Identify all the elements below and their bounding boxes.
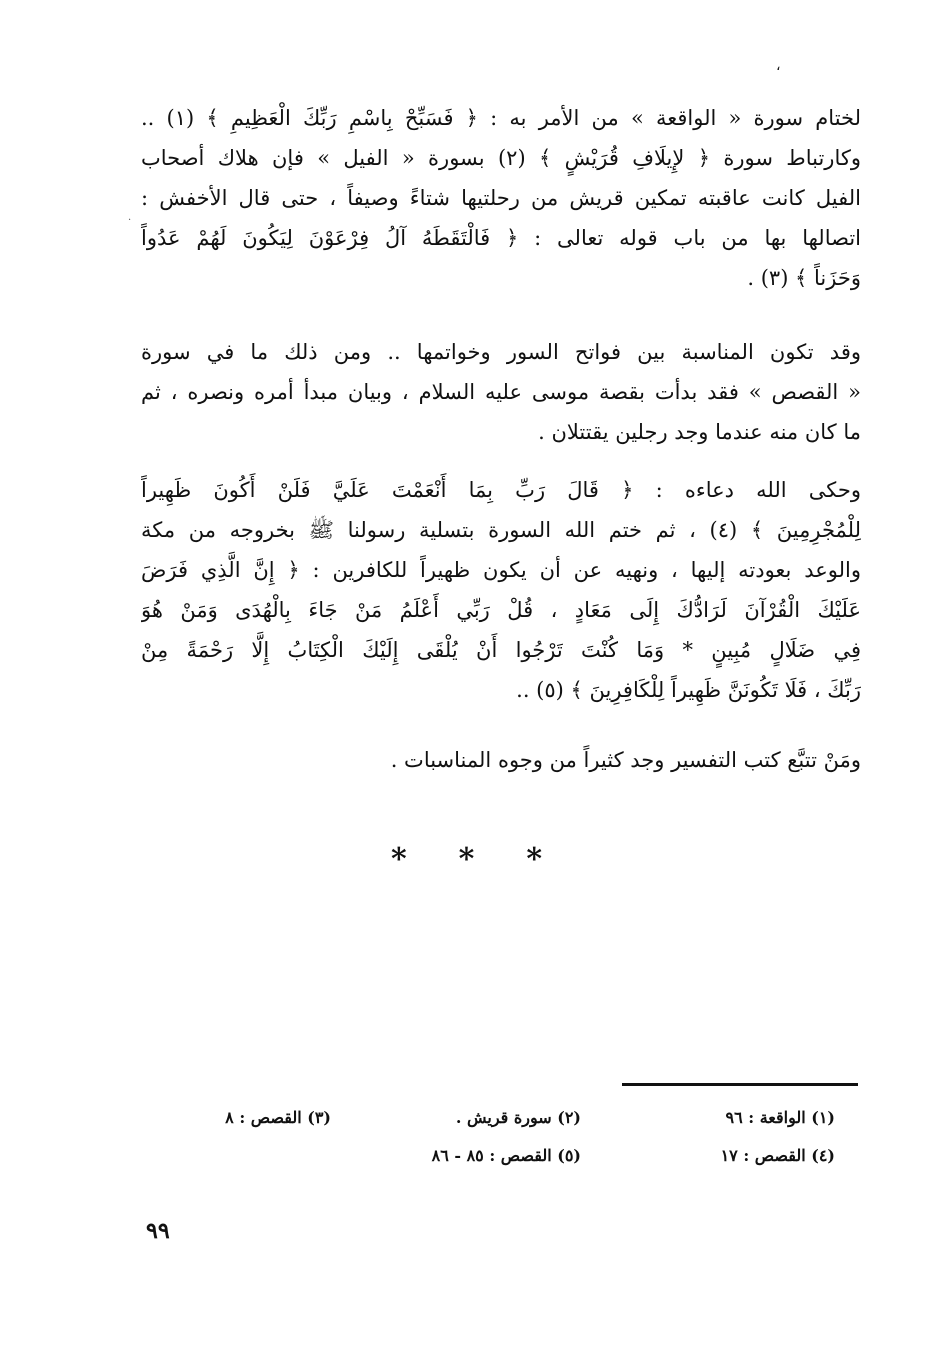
separator-star: * — [390, 842, 407, 877]
top-mark: ، — [776, 58, 781, 74]
text-line: وحكى الله دعاءه : ﴿ قَالَ رَبِّ بِمَا أَنْعَمْتَ عَلَيَّ فَلَنْ أَكُونَ ظَهِيراً — [141, 478, 861, 502]
paragraph-4 — [141, 742, 861, 778]
text-line: الفيل كانت عاقبته تمكين قريش من رحلتيها شتاءً وصيفاً ، حتى قال الأخفش : — [141, 186, 861, 210]
text-line: اتصالها بها من باب قوله تعالى : ﴿ فَالْتَقَطَهُ آلُ فِرْعَوْنَ لِيَكُونَ لَهُمْ عَدُواً — [141, 226, 861, 250]
text-line: وقد تكون المناسبة بين فواتح السور وخواتمها .. ومن ذلك ما في سورة — [141, 340, 861, 364]
paragraph-3 — [141, 470, 861, 710]
footnote-1: (١) الواقعة : ٩٦ — [725, 1108, 835, 1127]
text-line: « القصص » فقد بدأت بقصة موسى عليه السلام ، وبيان مبدأ أمره ونصره ، ثم — [141, 380, 861, 404]
footnote-3: (٣) القصص : ٨ — [225, 1108, 331, 1127]
footnote-2: (٢) سورة قريش . — [455, 1108, 581, 1127]
paragraph-1 — [141, 98, 861, 298]
text-line: والوعد بعودته إليها ، ونهيه عن أن يكون ظهيراً للكافرين : ﴿ إِنَّ الَّذِي فَرَضَ — [141, 558, 861, 582]
separator-star: * — [458, 842, 475, 877]
text-line: وكارتباط سورة ﴿ لإِيلَافِ قُرَيْشٍ ﴾ (٢) بسورة « الفيل » فإن هلاك أصحاب — [141, 146, 861, 170]
text-line: لختام سورة « الواقعة » من الأمر به : ﴿ فَسَبِّحْ بِاسْمِ رَبِّكَ الْعَظِيمِ ﴾ (١) .. — [141, 106, 861, 130]
page-number: ٩٩ — [146, 1218, 170, 1244]
text-line: عَلَيْكَ الْقُرْآنَ لَرَادُّكَ إِلَى مَعَادٍ ، قُلْ رَبِّي أَعْلَمُ مَنْ جَاءَ بِالْهُدَى وَمَنْ هُوَ — [141, 598, 861, 622]
text-line: فِي ضَلَالٍ مُبِينٍ * وَمَا كُنْتَ تَرْجُوا أَنْ يُلْقَى إِلَيْكَ الْكِتَابُ إِلَّا رَحْمَةً مِنْ — [141, 638, 861, 662]
paragraph-2 — [141, 332, 861, 452]
text-line: ومَنْ تتبَّع كتب التفسير وجد كثيراً من وجوه المناسبات . — [390, 748, 861, 772]
section-separator — [0, 842, 933, 877]
text-line: رَبِّكَ ، فَلَا تَكُونَنَّ ظَهِيراً لِلْكَافِرِينَ ﴾ (٥) .. — [516, 678, 861, 702]
footnote-rule — [622, 1083, 858, 1086]
text-line: لِلْمُجْرِمِينَ ﴾ (٤) ، ثم ختم الله السورة بتسلية رسولنا ﷺ بخروجه من مكة — [141, 518, 861, 542]
footnote-5: (٥) القصص : ٨٥ - ٨٦ — [431, 1146, 581, 1165]
scan-speck: . — [128, 212, 132, 223]
text-line: ما كان منه عندما وجد رجلين يقتتلان . — [538, 420, 861, 444]
footnote-4: (٤) القصص : ١٧ — [720, 1146, 835, 1165]
text-line: وَحَزَناً ﴾ (٣) . — [747, 266, 861, 290]
separator-star: * — [526, 842, 543, 877]
